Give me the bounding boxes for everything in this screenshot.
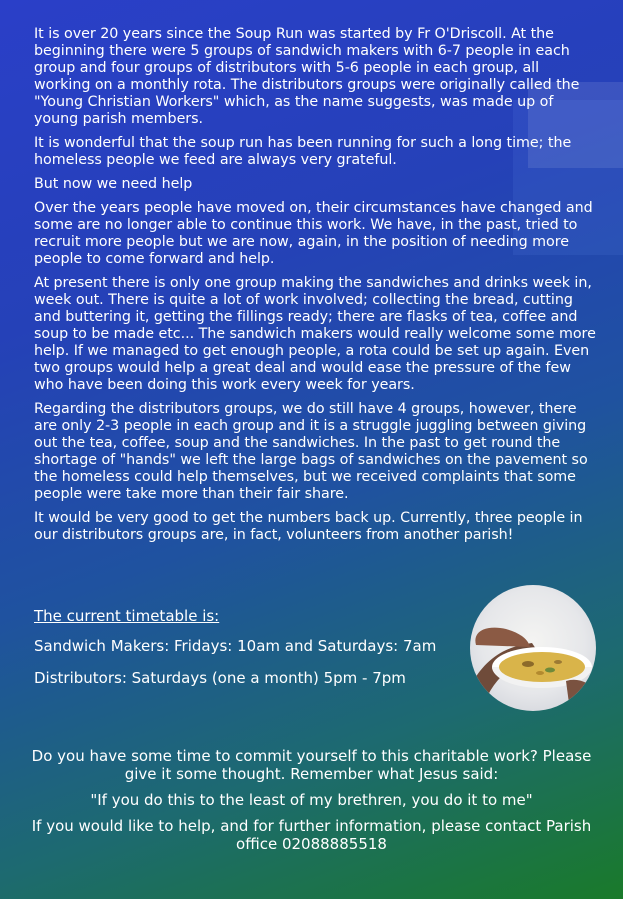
paragraph-gratitude: It is wonderful that the soup run has been running for such a long time; the homeless people we feed are always very grateful. <box>34 135 572 168</box>
call-to-action <box>20 747 603 861</box>
cta-quote: "If you do this to the least of my brethren, you do it to me" <box>90 791 533 809</box>
paragraph-recruit: Over the years people have moved on, their circumstances have changed and some are no longer able to continue this work. We have, in the past, tried to recruit more people but we are now, again, in the position of needing more people to come forward and help. <box>34 200 593 267</box>
cta-contact: If you would like to help, and for further information, please contact Parish office 02088885518 <box>31 817 592 853</box>
soup-bowl-image <box>470 585 596 711</box>
paragraph-sandwich-makers: At present there is only one group making the sandwiches and drinks week in, week out. There is quite a lot of work involved; collecting the bread, cutting and buttering it, getting the fillings ready; there are flasks of tea, coffee and soup to be made etc... The sandwich makers would really welcome some more help. If we managed to get enough people, a rota could be set up again. Even two groups would help a great deal and would ease the pressure of the few who have been doing this work every week for years. <box>34 275 596 393</box>
timetable <box>34 607 484 701</box>
body-text <box>34 26 598 551</box>
timetable-heading: The current timetable is: <box>34 607 220 625</box>
timetable-distributors: Distributors: Saturdays (one a month) 5pm - 7pm <box>34 669 406 687</box>
paragraph-need-help: But now we need help <box>34 176 193 192</box>
cta-question: Do you have some time to commit yourself to this charitable work? Please give it some thought. Remember what Jesus said: <box>31 747 592 783</box>
paragraph-history: It is over 20 years since the Soup Run was started by Fr O'Driscoll. At the beginning there were 5 groups of sandwich makers with 6-7 people in each group and four groups of distributors with 5-6 people in each group, all working on a monthly rota. The distributors groups were originally called the "Young Christian Workers" which, as the name suggests, was made up of young parish members. <box>34 26 580 127</box>
timetable-sandwich-makers: Sandwich Makers: Fridays: 10am and Saturdays: 7am <box>34 637 437 655</box>
soup-bowl-icon <box>470 585 596 711</box>
paragraph-numbers: It would be very good to get the numbers back up. Currently, three people in our distributors groups are, in fact, volunteers from another parish! <box>34 510 583 543</box>
paragraph-distributors: Regarding the distributors groups, we do still have 4 groups, however, there are only 2-3 people in each group and it is a struggle juggling between giving out the tea, coffee, soup and the sandwiches. In the past to get round the shortage of "hands" we left the large bags of sandwiches on the pavement so the homeless could help themselves, but we received complaints that some people were take more than their fair share. <box>34 401 588 502</box>
